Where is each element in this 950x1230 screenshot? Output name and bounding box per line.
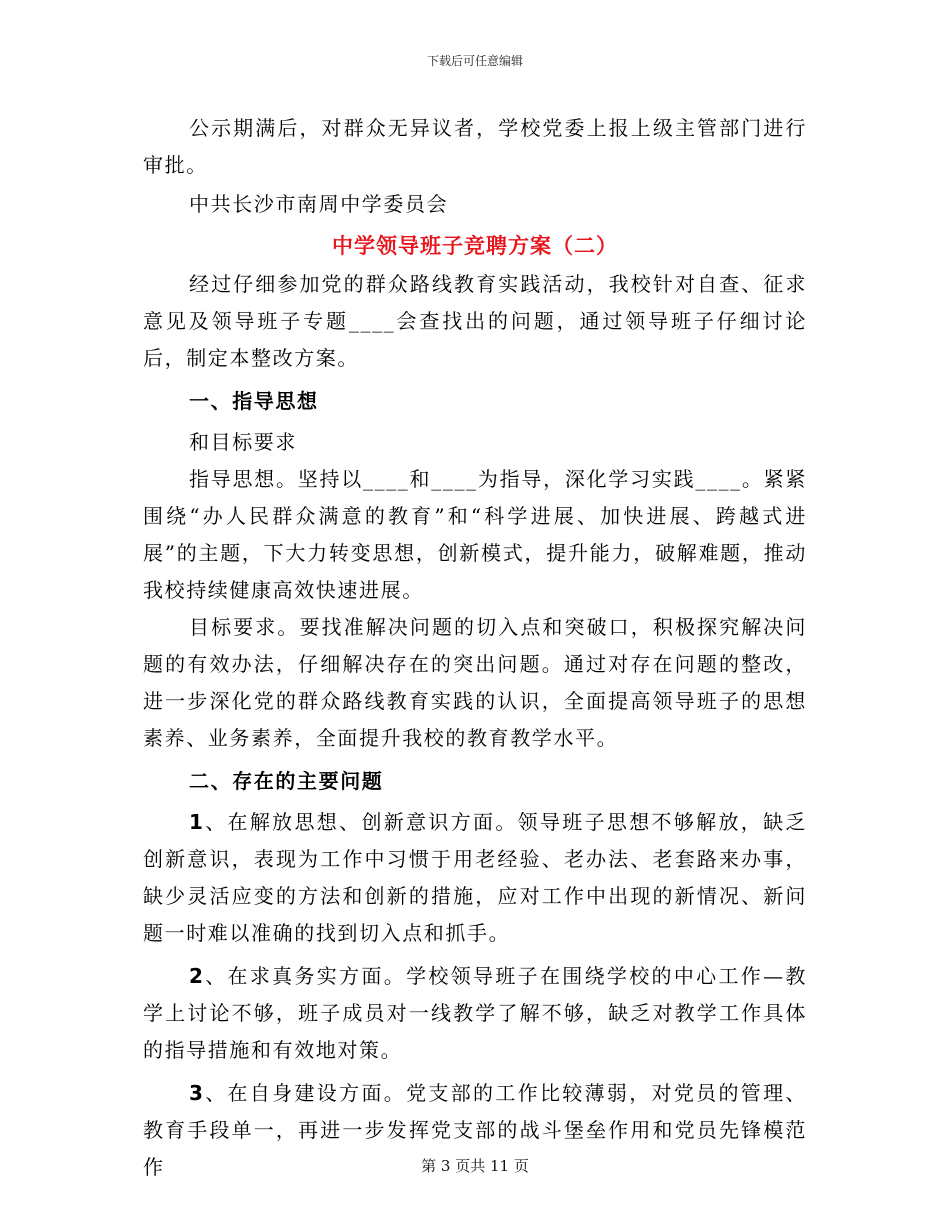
paragraph-guiding-thought: 指导思想。坚持以____和____为指导，深化学习实践____。紧紧围绕“办人民群众满意的教育”和“科学进展、加快进展、跨越式进展”的主题，下大力转变思想，创新模式，提升能力，破解难题，推动我校持续健康高效快速进展。 [143, 467, 807, 602]
paragraph-intro: 经过仔细参加党的群众路线教育实践活动，我校针对自查、征求意见及领导班子专题____会查找出的问题，通过领导班子仔细讨论后，制定本整改方案。 [143, 272, 807, 370]
page-footer: 第 3 页共 11 页 [421, 1157, 529, 1175]
paragraph-target-requirements: 目标要求。要找准解决问题的切入点和突破口，积极探究解决问题的有效办法，仔细解决存在的突出问题。通过对存在问题的整改，进一步深化党的群众路线教育实践的认识，全面提高领导班子的思想素养、业务素养，全面提升我校的教育教学水平。 [143, 615, 807, 750]
document-title: 中学领导班子竞聘方案（二） [332, 233, 618, 258]
item-number: 3 [189, 1081, 205, 1105]
item-text: 、在解放思想、创新意识方面。领导班子思想不够解放，缺乏创新意识，表现为工作中习惯于用老经验、老办法、老套路来办事，缺少灵活应变的方法和创新的措施，应对工作中出现的新情况、新问题一时难以准确的找到切入点和抓手。 [143, 810, 807, 945]
list-item-problem-1 [143, 804, 807, 952]
paragraph-organization: 中共长沙市南周中学委员会 [189, 192, 449, 216]
item-text: 、在自身建设方面。党支部的工作比较薄弱，对党员的管理、教育手段单一，再进一步发挥党支部的战斗堡垒作用和党员先锋模范作 [143, 1081, 807, 1179]
item-text: 、在求真务实方面。学校领导班子在围绕学校的中心工作—教学上讨论不够，班子成员对一线教学了解不够，缺乏对教学工作具体的指导措施和有效地对策。 [143, 964, 807, 1062]
section-heading-problems: 二、存在的主要问题 [189, 769, 384, 793]
page-header: 下载后可任意编辑 [426, 54, 523, 68]
section-heading-guiding: 一、指导思想 [189, 389, 319, 413]
document-body [143, 110, 807, 1186]
paragraph-publicity: 公示期满后，对群众无异议者，学校党委上报上级主管部门进行审批。 [143, 116, 807, 177]
paragraph-goal-subtitle: 和目标要求 [189, 430, 297, 454]
item-number: 2 [189, 964, 205, 988]
list-item-problem-2 [143, 958, 807, 1069]
item-number: 1 [189, 810, 205, 834]
